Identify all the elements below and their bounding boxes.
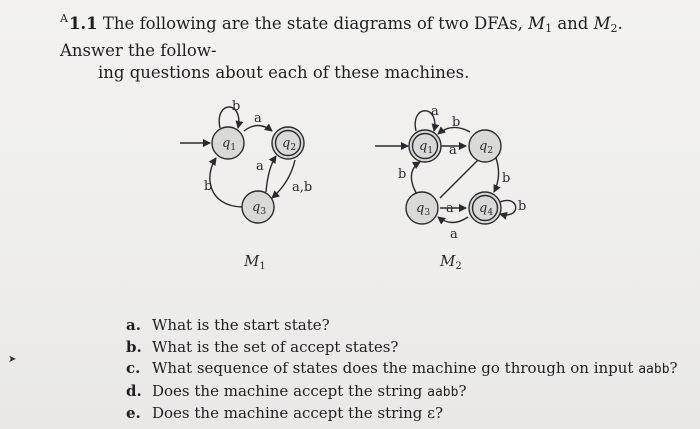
problem-superscript: A bbox=[60, 12, 68, 25]
question-letter: d. bbox=[126, 381, 142, 400]
problem-text-2: . Answer the follow- bbox=[60, 14, 623, 60]
m1-state-q3-label: $q_3$ bbox=[252, 200, 267, 217]
question-e bbox=[126, 403, 686, 425]
m1-edge-q3-q2 bbox=[266, 156, 276, 192]
m2-label-q4-q3: a bbox=[450, 227, 458, 242]
question-letter: a. bbox=[126, 316, 141, 334]
m2-edge-q4-q3 bbox=[438, 217, 468, 223]
m2-edge-q3-q4-diag bbox=[440, 160, 478, 198]
m2-label-q1-q2: a bbox=[449, 143, 457, 158]
question-letter: c. bbox=[126, 359, 141, 377]
m1-caption: $M_1$ bbox=[244, 252, 266, 272]
m1-labels bbox=[204, 99, 312, 272]
question-text: What sequence of states does the machine go through on input aabb? bbox=[152, 359, 678, 377]
question-d bbox=[126, 381, 686, 404]
m2-label-q2-q1: b bbox=[452, 115, 461, 130]
mouse-cursor-icon: ➤ bbox=[8, 354, 17, 365]
m2-label-q3-q4: a bbox=[446, 201, 454, 216]
m1-edge-q3-q1 bbox=[210, 158, 242, 207]
m2-state-q4-label: $q_4$ bbox=[479, 201, 494, 218]
m2-label-q2-q4: b bbox=[502, 171, 511, 186]
m1-label-q2-q3: a,b bbox=[292, 180, 313, 195]
question-a bbox=[126, 315, 686, 337]
m2-label-q3-q1: b bbox=[398, 167, 407, 182]
m2-state-q2-label: $q_2$ bbox=[479, 139, 494, 156]
m2-state-q1-label: $q_1$ bbox=[419, 139, 434, 156]
m2-inline-label: $M_2$ bbox=[593, 14, 618, 35]
m2-edge-q4-self bbox=[500, 200, 516, 214]
m1-state-q2-label: $q_2$ bbox=[282, 136, 297, 153]
m2-edge-q2-q4 bbox=[494, 158, 499, 192]
problem-line-2: ing questions about each of these machines. bbox=[98, 63, 470, 82]
problem-number: 1.1 bbox=[68, 14, 98, 33]
m1-state-q1-label: $q_1$ bbox=[222, 136, 237, 153]
m1-label-q3-q2: a bbox=[256, 159, 264, 174]
problem-text-1: The following are the state diagrams of two DFAs, bbox=[102, 14, 529, 33]
question-text: What is the start state? bbox=[152, 316, 330, 334]
question-b bbox=[126, 337, 686, 359]
problem-text-and: and bbox=[552, 14, 594, 33]
question-letter: e. bbox=[126, 404, 141, 422]
question-c bbox=[126, 358, 686, 381]
m2-state-q3-label: $q_3$ bbox=[416, 201, 431, 218]
question-letter: b. bbox=[126, 337, 142, 356]
m1-edge-q1-q2 bbox=[244, 126, 272, 132]
m1-inline-label: $M_1$ bbox=[528, 14, 553, 35]
m2-edge-q3-q1 bbox=[411, 162, 420, 196]
m2-label-q1-self: a bbox=[431, 104, 439, 119]
m1-label-q1-self: b bbox=[232, 99, 241, 114]
question-text: Does the machine accept the string ε? bbox=[152, 404, 443, 422]
m1-label-q3-q1: b bbox=[204, 179, 213, 194]
question-text: Does the machine accept the string aabb? bbox=[152, 381, 467, 400]
dfa-m1 bbox=[180, 107, 304, 223]
m1-label-q1-q2: a bbox=[254, 111, 262, 126]
m2-label-q4-self: b bbox=[518, 199, 527, 214]
question-list bbox=[126, 315, 686, 425]
m2-caption: $M_2$ bbox=[440, 252, 462, 272]
question-text: What is the set of accept states? bbox=[152, 337, 399, 356]
